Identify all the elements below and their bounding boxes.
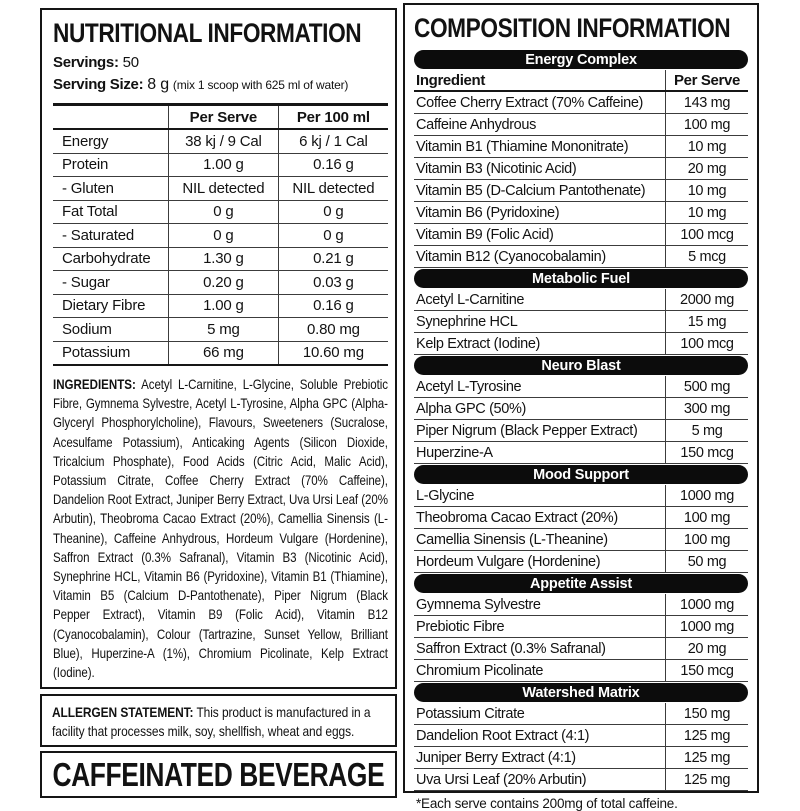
nutrient-per-serve-value: 1.30 g	[169, 247, 279, 271]
ingredient-amount: 1000 mg	[665, 594, 748, 615]
ingredient-amount: 125 mg	[665, 747, 748, 768]
composition-row	[414, 703, 748, 725]
servings-line	[53, 54, 384, 71]
servings-value: 50	[122, 54, 139, 71]
composition-table-header	[414, 70, 748, 92]
nutrition-row	[53, 177, 388, 201]
caffeine-footnote: *Each serve contains 200mg of total caffeine.	[416, 796, 678, 811]
ingredient-name: Synephrine HCL	[416, 313, 518, 330]
composition-panel	[403, 3, 759, 811]
composition-row	[414, 725, 748, 747]
composition-row	[414, 747, 748, 769]
nutrient-label: Carbohydrate	[53, 247, 169, 271]
ingredient-name: Vitamin B6 (Pyridoxine)	[416, 204, 560, 221]
composition-row	[414, 442, 748, 464]
nutrition-row	[53, 318, 388, 342]
ingredient-name: Potassium Citrate	[416, 705, 525, 722]
ingredient-name: Huperzine-A	[416, 444, 493, 461]
ingredient-amount: 20 mg	[665, 638, 748, 659]
nutrient-label: Sodium	[53, 318, 169, 342]
caffeinated-beverage-banner	[40, 751, 397, 798]
ingredient-amount: 15 mg	[665, 311, 748, 332]
nutrient-per-serve-value: 0 g	[169, 224, 279, 248]
nutrient-per-100ml-value: 0.80 mg	[278, 318, 388, 342]
nutrient-per-serve-value: 66 mg	[169, 341, 279, 365]
nutrition-row	[53, 341, 388, 365]
composition-row	[414, 311, 748, 333]
ingredient-name: Camellia Sinensis (L-Theanine)	[416, 531, 608, 548]
section-header-pill: Appetite Assist	[414, 574, 748, 593]
ingredients-text: Acetyl L-Carnitine, L-Glycine, Soluble Prebiotic Fibre, Gymnema Sylvestre, Acetyl L-Tyrosine, Alpha GPC (Alpha-Glyceryl Phosphorylcholine), Flavours, Sweeteners (Sucralose, Acesulfame Potassium), Anticaking Agents (Silicon Dioxide, Tricalcium Phosphate), Food Acids (Citric Acid, Malic Acid), Potassium Citrate, Coffee Cherry Extract (70% Caffeine), Dandelion Root Extract, Juniper Berry Extract, Uva Ursi Leaf (20% Arbutin), Theobroma Cacao Extract (20%), Camellia Sinensis (L-Theanine), Caffeine Anhydrous, Hordeum Vulgare (Hordenine), Saffron Extract (0.3% Safranal), Vitamin B3 (Nicotinic Acid), Synephrine HCL, Vitamin B6 (Pyridoxine), Vitamin B1 (Thiamine), Vitamin B5 (Calcium D-Pantothenate), Piper Nigrum (Black Pepper Extract), Vitamin B9 (Folic Acid), Vitamin B12 (Cyanocobalamin), Colour (Tartrazine, Sunset Yellow, Brilliant Blue), Huperzine-A (1%), Chromium Picolinate, Kelp Extract (Iodine).	[53, 377, 388, 681]
allergen-text	[52, 703, 388, 741]
ingredient-name: Vitamin B9 (Folic Acid)	[416, 226, 554, 243]
ingredient-name: Vitamin B3 (Nicotinic Acid)	[416, 160, 577, 177]
nutrition-row	[53, 247, 388, 271]
composition-panel-title: COMPOSITION INFORMATION	[414, 13, 731, 43]
ingredient-amount: 143 mg	[665, 92, 748, 113]
composition-row	[414, 485, 748, 507]
nutrient-per-100ml-value: 0.16 g	[278, 294, 388, 318]
nutrient-label: Protein	[53, 153, 169, 177]
composition-row	[414, 594, 748, 616]
composition-row	[414, 769, 748, 791]
nutrient-label: Potassium	[53, 341, 169, 365]
serving-size-line	[53, 76, 384, 94]
nutrient-label: Energy	[53, 129, 169, 153]
serving-size-label: Serving Size:	[53, 76, 144, 93]
nutrient-per-serve-value: 1.00 g	[169, 294, 279, 318]
section-header-pill: Watershed Matrix	[414, 683, 748, 702]
ingredients-label: INGREDIENTS:	[53, 377, 136, 392]
ingredient-name: Piper Nigrum (Black Pepper Extract)	[416, 422, 638, 439]
ingredient-name: Chromium Picolinate	[416, 662, 544, 679]
composition-row	[414, 158, 748, 180]
nutrition-row	[53, 224, 388, 248]
composition-row	[414, 551, 748, 573]
nutrient-column-header	[53, 105, 169, 130]
per-serve-column-header: Per Serve	[169, 105, 279, 130]
servings-label: Servings:	[53, 54, 119, 71]
nutrition-row	[53, 153, 388, 177]
composition-row	[414, 224, 748, 246]
nutrient-per-serve-value: 0 g	[169, 200, 279, 224]
nutrition-table	[53, 103, 388, 366]
ingredient-amount: 125 mg	[665, 769, 748, 790]
section-header-pill: Mood Support	[414, 465, 748, 484]
nutrition-row	[53, 200, 388, 224]
ingredient-amount: 10 mg	[665, 180, 748, 201]
ingredient-column-header: Ingredient	[416, 71, 486, 89]
ingredient-amount: 125 mg	[665, 725, 748, 746]
ingredient-amount: 100 mcg	[665, 333, 748, 354]
nutrient-per-serve-value: 5 mg	[169, 318, 279, 342]
ingredient-name: Prebiotic Fibre	[416, 618, 505, 635]
composition-row	[414, 289, 748, 311]
nutrition-panel-title: NUTRITIONAL INFORMATION	[53, 18, 362, 48]
composition-row	[414, 136, 748, 158]
nutrient-label: Dietary Fibre	[53, 294, 169, 318]
composition-row	[414, 638, 748, 660]
nutrient-label: Fat Total	[53, 200, 169, 224]
ingredient-amount: 100 mg	[665, 529, 748, 550]
ingredient-name: L-Glycine	[416, 487, 475, 504]
ingredient-amount: 150 mcg	[665, 442, 748, 463]
allergen-statement-box	[40, 694, 397, 747]
nutrient-per-100ml-value: 10.60 mg	[278, 341, 388, 365]
ingredient-amount: 5 mcg	[665, 246, 748, 267]
ingredient-name: Vitamin B1 (Thiamine Mononitrate)	[416, 138, 629, 155]
ingredient-amount: 5 mg	[665, 420, 748, 441]
composition-row	[414, 180, 748, 202]
ingredient-amount: 10 mg	[665, 202, 748, 223]
composition-row	[414, 529, 748, 551]
nutrition-row	[53, 294, 388, 318]
ingredient-amount: 100 mg	[665, 114, 748, 135]
ingredient-name: Uva Ursi Leaf (20% Arbutin)	[416, 771, 587, 788]
nutrition-panel	[40, 8, 397, 689]
nutrient-per-serve-value: 38 kj / 9 Cal	[169, 129, 279, 153]
ingredient-amount: 50 mg	[665, 551, 748, 572]
serving-size-note: (mix 1 scoop with 625 ml of water)	[172, 78, 349, 92]
ingredient-name: Acetyl L-Tyrosine	[416, 378, 522, 395]
ingredient-name: Acetyl L-Carnitine	[416, 291, 525, 308]
allergen-label: ALLERGEN STATEMENT:	[52, 705, 194, 720]
nutrient-per-serve-value: 1.00 g	[169, 153, 279, 177]
ingredient-name: Kelp Extract (Iodine)	[416, 335, 541, 352]
nutrient-per-100ml-value: 0 g	[278, 224, 388, 248]
nutrient-per-100ml-value: 6 kj / 1 Cal	[278, 129, 388, 153]
allergen-body: This product is manufactured in a facility that processes milk, soy, shellfish, wheat and eggs.	[52, 705, 371, 739]
composition-row	[414, 398, 748, 420]
section-header-pill: Neuro Blast	[414, 356, 748, 375]
section-header-pill: Energy Complex	[414, 50, 748, 69]
ingredient-amount: 1000 mg	[665, 485, 748, 506]
serving-size-value: 8 g	[147, 76, 169, 93]
ingredient-name: Vitamin B5 (D-Calcium Pantothenate)	[416, 182, 646, 199]
composition-row	[414, 616, 748, 638]
nutrient-per-serve-value: NIL detected	[169, 177, 279, 201]
ingredient-name: Vitamin B12 (Cyanocobalamin)	[416, 248, 606, 265]
composition-row	[414, 202, 748, 224]
ingredient-name: Juniper Berry Extract (4:1)	[416, 749, 576, 766]
composition-row	[414, 420, 748, 442]
ingredient-amount: 100 mcg	[665, 224, 748, 245]
nutrient-per-serve-value: 0.20 g	[169, 271, 279, 295]
ingredient-amount: 2000 mg	[665, 289, 748, 310]
nutrient-label: - Gluten	[53, 177, 169, 201]
ingredient-amount: 150 mg	[665, 703, 748, 724]
ingredient-name: Gymnema Sylvestre	[416, 596, 541, 613]
ingredient-name: Theobroma Cacao Extract (20%)	[416, 509, 618, 526]
nutrient-per-100ml-value: 0.21 g	[278, 247, 388, 271]
ingredient-name: Alpha GPC (50%)	[416, 400, 526, 417]
composition-row	[414, 92, 748, 114]
ingredient-name: Caffeine Anhydrous	[416, 116, 536, 133]
ingredient-amount: 300 mg	[665, 398, 748, 419]
composition-sections	[414, 50, 748, 791]
ingredient-amount: 1000 mg	[665, 616, 748, 637]
composition-row	[414, 114, 748, 136]
nutrition-row	[53, 129, 388, 153]
section-header-pill: Metabolic Fuel	[414, 269, 748, 288]
ingredient-amount: 100 mg	[665, 507, 748, 528]
per-100ml-column-header: Per 100 ml	[278, 105, 388, 130]
ingredients-paragraph	[53, 375, 388, 682]
composition-row	[414, 660, 748, 682]
nutrient-label: - Sugar	[53, 271, 169, 295]
nutrient-per-100ml-value: 0.03 g	[278, 271, 388, 295]
ingredient-amount: 500 mg	[665, 376, 748, 397]
ingredient-amount: 150 mcg	[665, 660, 748, 681]
caffeinated-beverage-text: CAFFEINATED BEVERAGE	[52, 756, 385, 793]
nutrient-label: - Saturated	[53, 224, 169, 248]
nutrient-per-100ml-value: 0 g	[278, 200, 388, 224]
ingredient-name: Dandelion Root Extract (4:1)	[416, 727, 590, 744]
ingredient-name: Hordeum Vulgare (Hordenine)	[416, 553, 601, 570]
nutrition-row	[53, 271, 388, 295]
composition-row	[414, 376, 748, 398]
ingredient-amount: 10 mg	[665, 136, 748, 157]
nutrition-table-header	[53, 105, 388, 130]
nutrient-per-100ml-value: 0.16 g	[278, 153, 388, 177]
ingredient-amount: 20 mg	[665, 158, 748, 179]
ingredient-name: Coffee Cherry Extract (70% Caffeine)	[416, 94, 644, 111]
composition-row	[414, 333, 748, 355]
composition-row	[414, 246, 748, 268]
ingredient-name: Saffron Extract (0.3% Safranal)	[416, 640, 606, 657]
per-serve-column-header: Per Serve	[665, 70, 748, 90]
composition-row	[414, 507, 748, 529]
nutrient-per-100ml-value: NIL detected	[278, 177, 388, 201]
